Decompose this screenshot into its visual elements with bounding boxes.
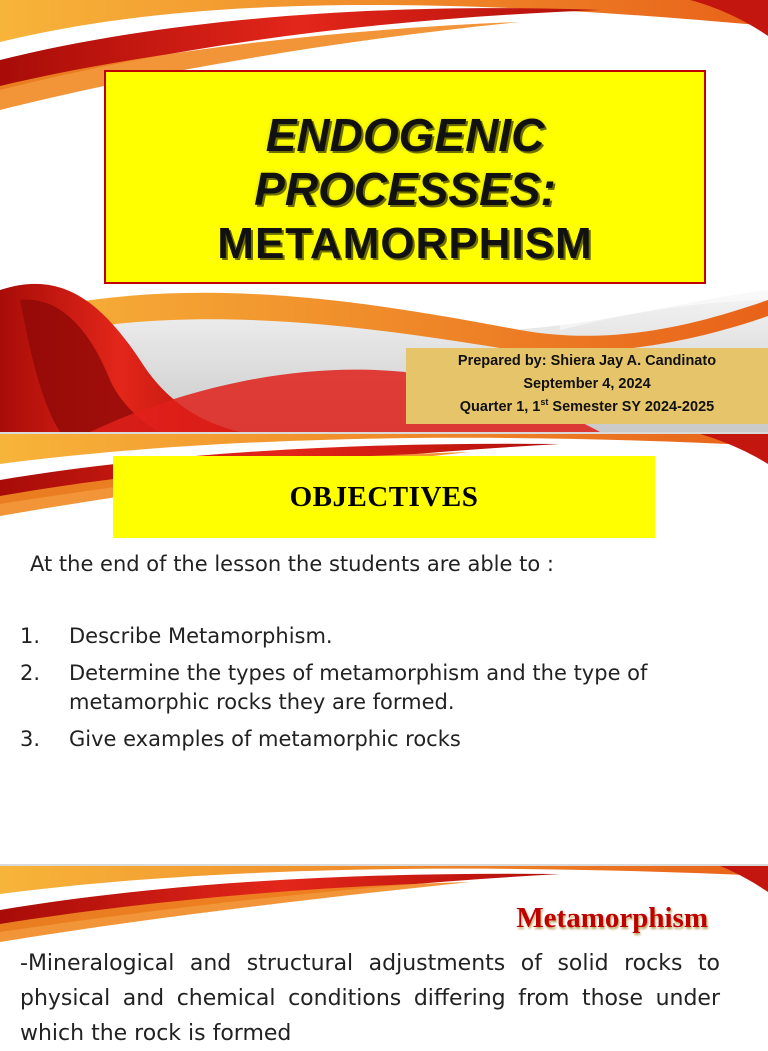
- title-slide: [0, 0, 768, 432]
- prepared-by-text: Prepared by: Shiera Jay A. Candinato: [457, 353, 717, 369]
- quarter-superscript: st: [540, 397, 549, 408]
- objectives-heading: OBJECTIVES: [289, 481, 479, 513]
- quarter-text: [406, 396, 768, 419]
- title-line-3: METAMORPHISM: [217, 219, 593, 268]
- list-item: [20, 622, 720, 651]
- list-item: [20, 659, 720, 717]
- date-text: September 4, 2024: [523, 376, 651, 392]
- list-item: [20, 725, 720, 754]
- metamorphism-definition: -Mineralogical and structural adjustments of solid rocks to physical and chemical conditions differing from those under which the rock is formed: [20, 951, 720, 1046]
- title-line-2: PROCESSES:: [254, 163, 556, 215]
- definition-slide: [0, 866, 768, 1046]
- list-text: Describe Metamorphism.: [69, 624, 333, 648]
- prepared-by-box: [406, 348, 768, 424]
- objectives-intro: At the end of the lesson the students are able to :: [30, 552, 554, 576]
- metamorphism-heading: Metamorphism: [516, 902, 708, 934]
- list-number: 3.: [20, 727, 41, 751]
- objectives-slide: [0, 434, 768, 864]
- list-text: Give examples of metamorphic rocks: [69, 727, 461, 751]
- quarter-prefix: Quarter 1, 1: [459, 399, 541, 415]
- list-number: 1.: [20, 624, 41, 648]
- title-box: [104, 70, 706, 284]
- objectives-heading-box: [113, 456, 655, 538]
- objectives-list: [20, 622, 720, 762]
- quarter-suffix: Semester SY 2024-2025: [548, 399, 715, 415]
- list-text: Determine the types of metamorphism and the type of metamorphic rocks they are formed.: [69, 661, 648, 714]
- title-line-1: ENDOGENIC: [265, 109, 545, 161]
- list-number: 2.: [20, 661, 41, 685]
